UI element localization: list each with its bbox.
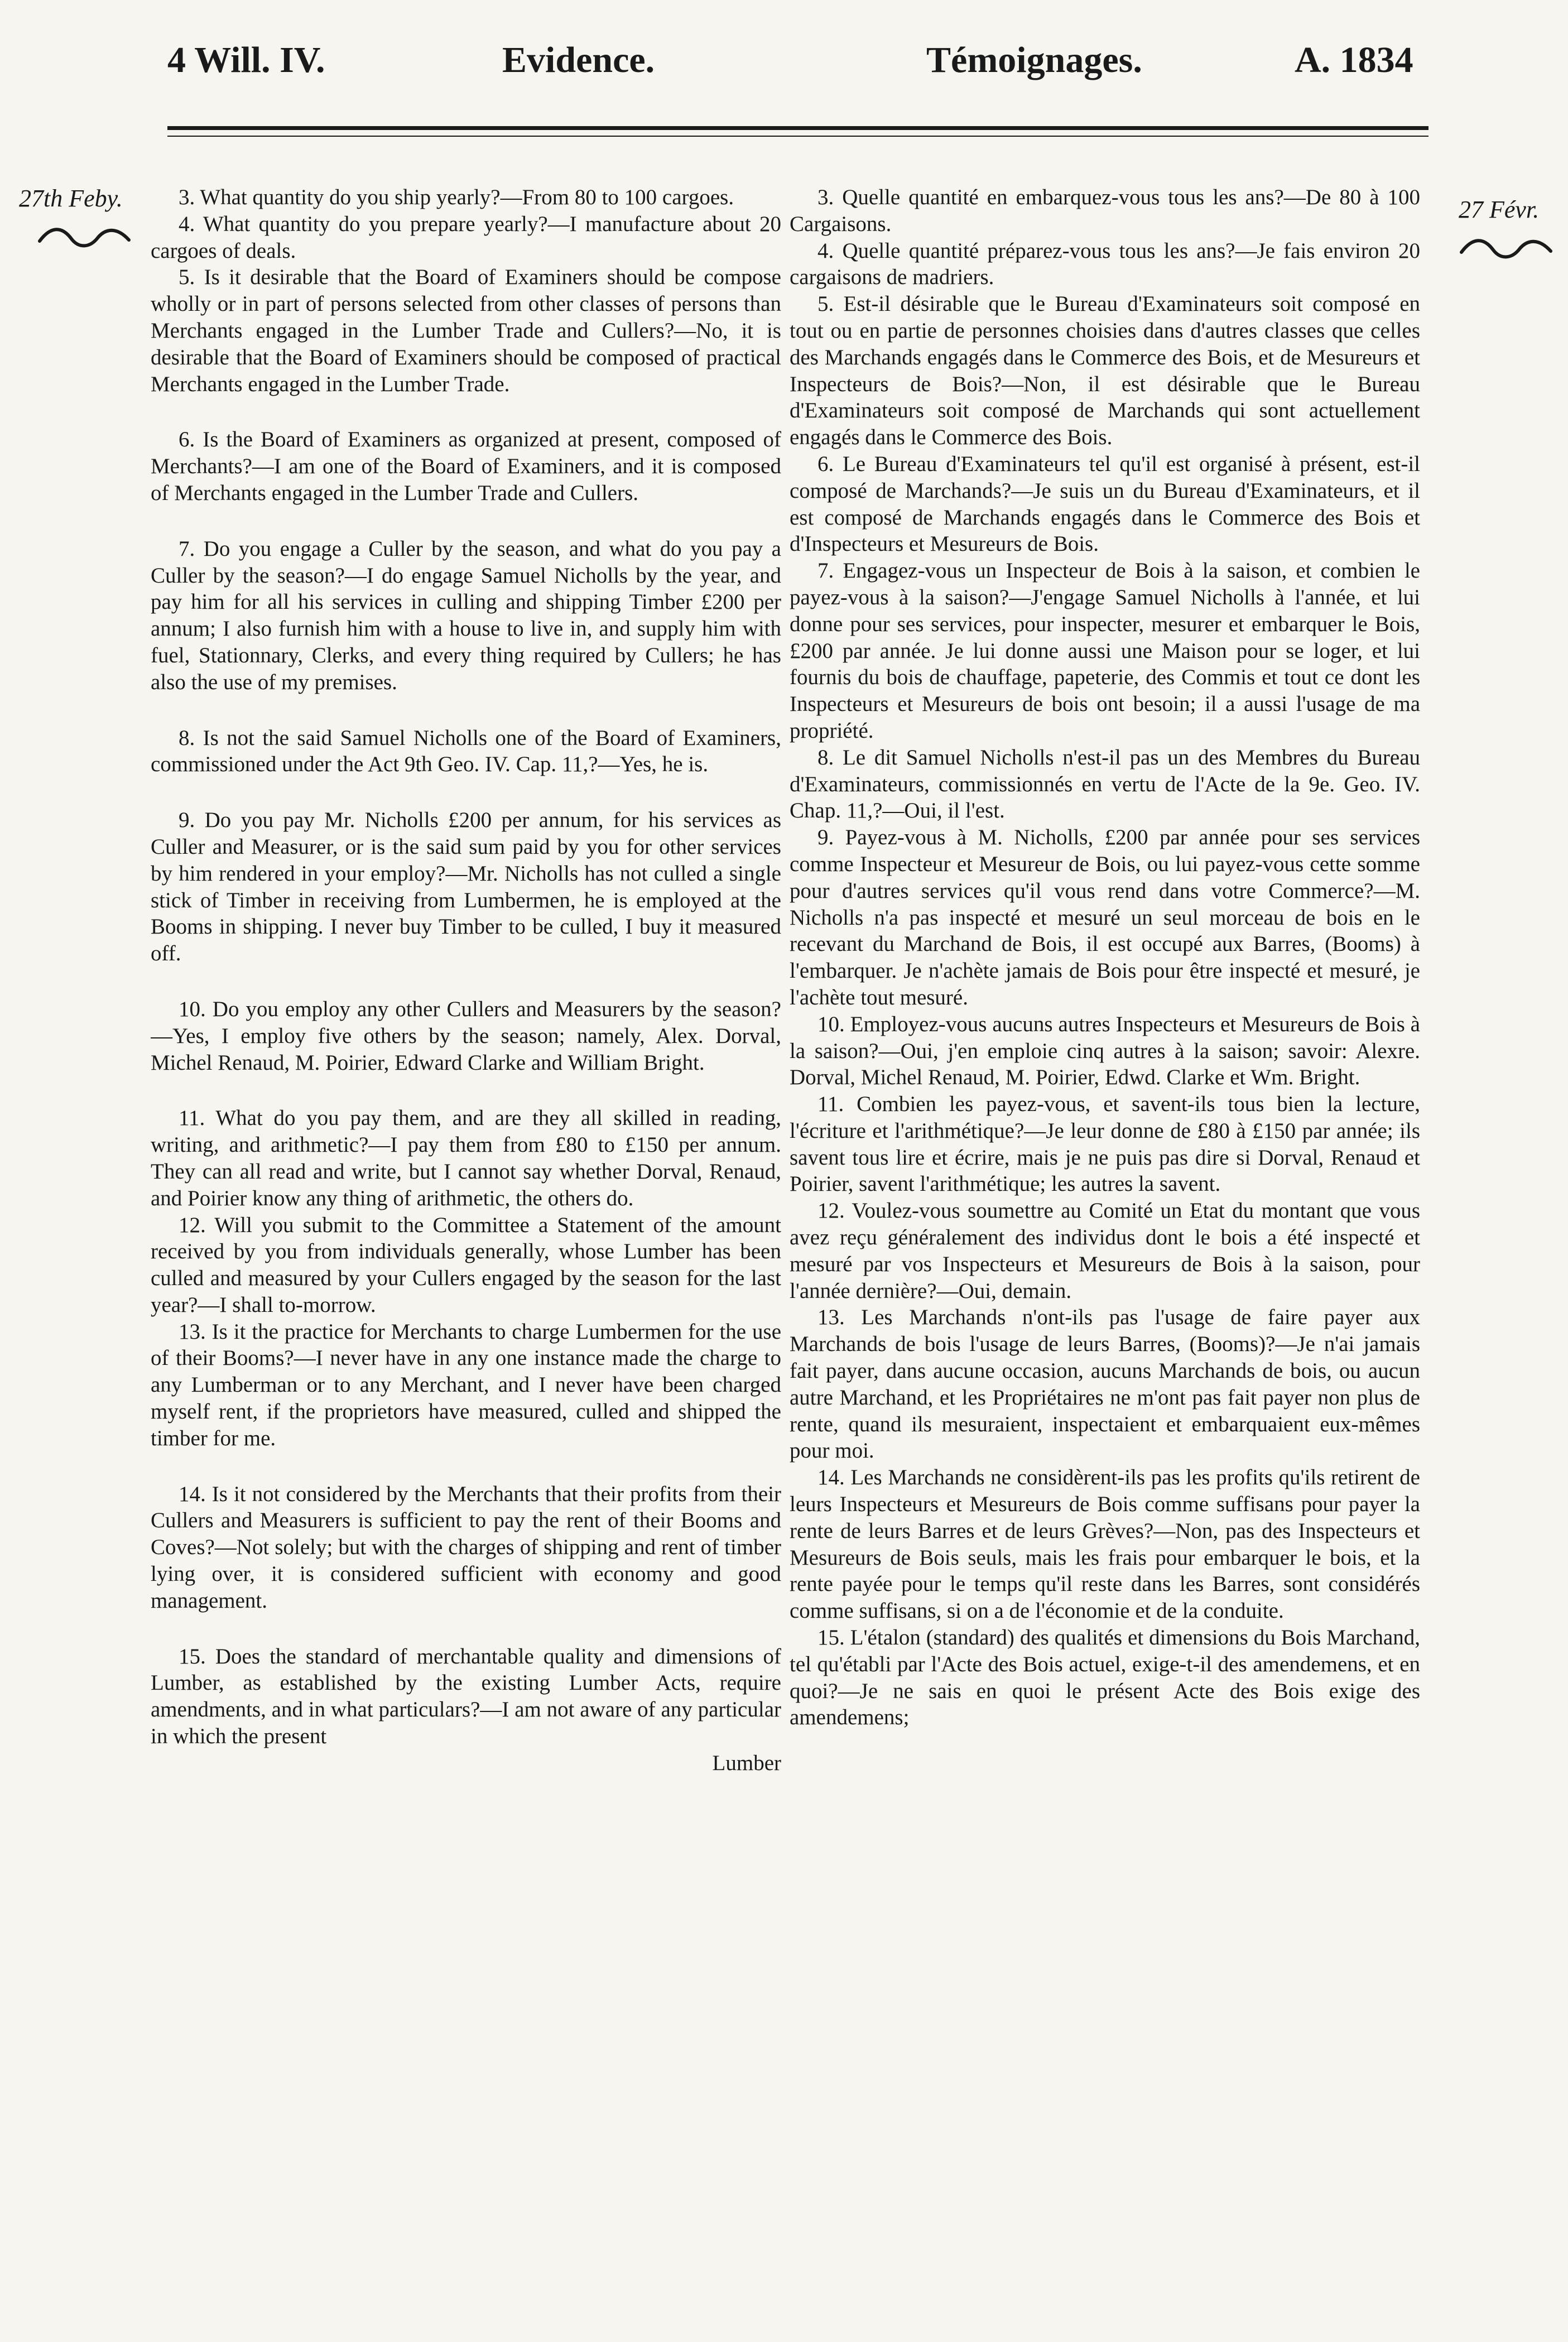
header-year: A. 1834 [1295, 40, 1413, 80]
margin-date-left: 27th Feby. [19, 185, 123, 212]
question-answer: 5. Est-il désirable que le Bureau d'Examinateurs soit composé en tout ou en partie de personnes choisies dans d'autres classes que celles des Marchands engagés dans le Commerce des Bois, et de Mesureurs et Inspecteurs de Bois?—Non, il est désirable que le Bureau d'Examinateurs soit composé de Marchands qui sont actuellement engagés dans le Commerce des Bois. [790, 292, 1420, 450]
question-answer: 3. What quantity do you ship yearly?—From 80 to 100 cargoes. [179, 185, 734, 209]
header-rule-thick [167, 126, 1428, 130]
header-evidence: Evidence. [502, 40, 655, 80]
question-answer: 7. Engagez-vous un Inspecteur de Bois à la saison, et combien le payez-vous à la saison?—J'engage Samuel Nicholls à l'année, et lui donne pour ses services, pour inspecter, mesurer et embarquer le Bois, £200 par année. Je lui donne aussi une Maison pour se loger, et lui fournis du bois de chauffage, papeterie, des Commis et tout ce dont les Inspecteurs et Mesureurs de bois ont besoin; il a aussi l'usage de ma propriété. [790, 559, 1420, 743]
question-answer: 4. Quelle quantité préparez-vous tous les ans?—Je fais environ 20 cargaisons de madriers. [790, 238, 1420, 290]
question-answer: 12. Voulez-vous soumettre au Comité un Etat du montant que vous avez reçu généralement des individus dont le bois a été inspecté et mesuré par vos Inspecteurs et Mesureurs de Bois à la saison, pour l'année dernière?—Oui, demain. [790, 1199, 1420, 1303]
question-answer: 6. Is the Board of Examiners as organized at present, composed of Merchants?—I am one of the Board of Examiners, and it is composed of Merchants engaged in the Lumber Trade and Cullers. [151, 427, 781, 505]
flourish-right-icon [1459, 234, 1553, 262]
question-answer: 5. Is it desirable that the Board of Examiners should be compose wholly or in part of persons selected from other classes of persons than Merchants engaged in the Lumber Trade and Cullers?—No, it is desirable that the Board of Examiners should be composed of practical Merchants engaged in the Lumber Trade. [151, 265, 781, 396]
question-answer: 13. Is it the practice for Merchants to charge Lumbermen for the use of their Booms?—I never have in any one instance made the charge to any Lumberman or to any Merchant, and I never have been charged myself rent, if the proprietors have measured, culled and shipped the timber for me. [151, 1319, 781, 1450]
question-answer: 8. Is not the said Samuel Nicholls one of the Board of Examiners, commissioned under the Act 9th Geo. IV. Cap. 11,?—Yes, he is. [151, 725, 781, 777]
question-answer: 6. Le Bureau d'Examinateurs tel qu'il est organisé à présent, est-il composé de Marchands?—Je suis un du Bureau d'Examinateurs, et il est composé de Marchands engagés dans le Commerce des Bois et d'Inspecteurs et Mesureurs de Bois. [790, 451, 1420, 556]
question-answer: 9. Do you pay Mr. Nicholls £200 per annum, for his services as Culler and Measurer, or is the said sum paid by you for other services by him rendered in your employ?—Mr. Nicholls has not culled a single stick of Timber in receiving from Lumbermen, he is employed at the Booms in shipping. I never buy Timber to be culled, I buy it measured off. [151, 808, 781, 966]
catchword: Lumber [712, 1751, 781, 1775]
margin-date-right: 27 Févr. [1459, 196, 1540, 223]
question-answer: 10. Do you employ any other Cullers and Measurers by the season?—Yes, I employ five others by the season; namely, Alex. Dorval, Michel Renaud, M. Poirier, Edward Clarke and William Bright. [151, 997, 781, 1075]
question-answer: 13. Les Marchands n'ont-ils pas l'usage de faire payer aux Marchands de bois l'usage de leurs Barres, (Booms)?—Je n'ai jamais fait payer, dans aucune occasion, aucuns Marchands de bois, ou aucun autre Marchand, et les Propriétaires ne m'ont pas fait payer non plus de rente, quand ils mesuraient, inspectaient et embarquaient eux-mêmes pour moi. [790, 1305, 1420, 1463]
question-answer: 11. Combien les payez-vous, et savent-ils tous bien la lecture, l'écriture et l'arithmétique?—Je leur donne de £80 à £150 par année; ils savent tous lire et écrire, mais je ne puis pas dire si Dorval, Renaud et Poirier, savent l'arithmétique; les autres la savent. [790, 1092, 1420, 1196]
question-answer: 15. Does the standard of merchantable quality and dimensions of Lumber, as established by the existing Lumber Acts, require amendments, and in what particulars?—I am not aware of any particular in which the present [151, 1644, 781, 1749]
question-answer: 15. L'étalon (standard) des qualités et dimensions du Bois Marchand, tel qu'établi par l'Acte des Bois actuel, exige-t-il des amendemens, et en quoi?—Je ne sais en quoi le présent Acte des Bois exige des amendemens; [790, 1626, 1420, 1730]
running-header [0, 39, 1568, 106]
flourish-left-icon [37, 223, 132, 251]
question-answer: 7. Do you engage a Culler by the season, and what do you pay a Culler by the season?—I do engage Samuel Nicholls by the year, and pay him for all his services in culling and shipping Timber £200 per annum; I also furnish him with a house to live in, and supply him with fuel, Stationnary, Clerks, and every thing required by Cullers; he has also the use of my premises. [151, 536, 781, 694]
header-rule-thin [167, 136, 1428, 137]
question-answer: 11. What do you pay them, and are they all skilled in reading, writing, and arithmetic?—I pay them from £80 to £150 per annum. They can all read and write, but I cannot say whether Dorval, Renaud, and Poirier know any thing of arithmetic, the others do. [151, 1106, 781, 1210]
regnal-year: 4 Will. IV. [167, 40, 325, 80]
question-answer: 14. Les Marchands ne considèrent-ils pas les profits qu'ils retirent de leurs Inspecteurs et Mesureurs de Bois comme suffisans pour payer la rente de leurs Barres et de leurs Grèves?—Non, pas des Inspecteurs et Mesureurs de Bois seuls, mais les frais pour embarquer le bois, et la rente payée pour le temps qu'il reste dans les Barres, sont considérés comme suffisans, si on a de l'économie et de la conduite. [790, 1465, 1420, 1623]
question-answer: 9. Payez-vous à M. Nicholls, £200 par année pour ses services comme Inspecteur et Mesureur de Bois, ou lui payez-vous cette somme pour d'autres services qu'il vous rend dans votre Commerce?—M. Nicholls n'a pas inspecté et mesuré un seul morceau de bois en le recevant du Marchand de Bois, il est occupé aux Barres, (Booms) à l'embarquer. Je n'achète jamais de Bois pour être inspecté et mesuré, je l'achète tout mesuré. [790, 825, 1420, 1009]
question-answer: 12. Will you submit to the Committee a Statement of the amount received by you from individuals generally, whose Lumber has been culled and measured by your Cullers engaged by the season for the last year?—I shall to-morrow. [151, 1213, 781, 1317]
header-temoignages: Témoignages. [926, 40, 1142, 80]
french-column [790, 184, 1420, 2327]
question-answer: 3. Quelle quantité en embarquez-vous tous les ans?—De 80 à 100 Cargaisons. [790, 185, 1420, 236]
question-answer: 8. Le dit Samuel Nicholls n'est-il pas un des Membres du Bureau d'Examinateurs, commissionnés en vertu de l'Acte de la 9e. Geo. IV. Chap. 11,?—Oui, il l'est. [790, 745, 1420, 823]
question-answer: 4. What quantity do you prepare yearly?—I manufacture about 20 cargoes of deals. [151, 211, 781, 263]
question-answer: 10. Employez-vous aucuns autres Inspecteurs et Mesureurs de Bois à la saison?—Oui, j'en emploie cinq autres à la saison; savoir: Alexre. Dorval, Michel Renaud, M. Poirier, Edwd. Clarke et Wm. Bright. [790, 1012, 1420, 1090]
english-column [151, 184, 781, 2327]
question-answer: 14. Is it not considered by the Merchants that their profits from their Cullers and Measurers is sufficient to pay the rent of their Booms and Coves?—Not solely; but with the charges of shipping and rent of timber lying over, it is considered sufficient with economy and good management. [151, 1482, 781, 1613]
